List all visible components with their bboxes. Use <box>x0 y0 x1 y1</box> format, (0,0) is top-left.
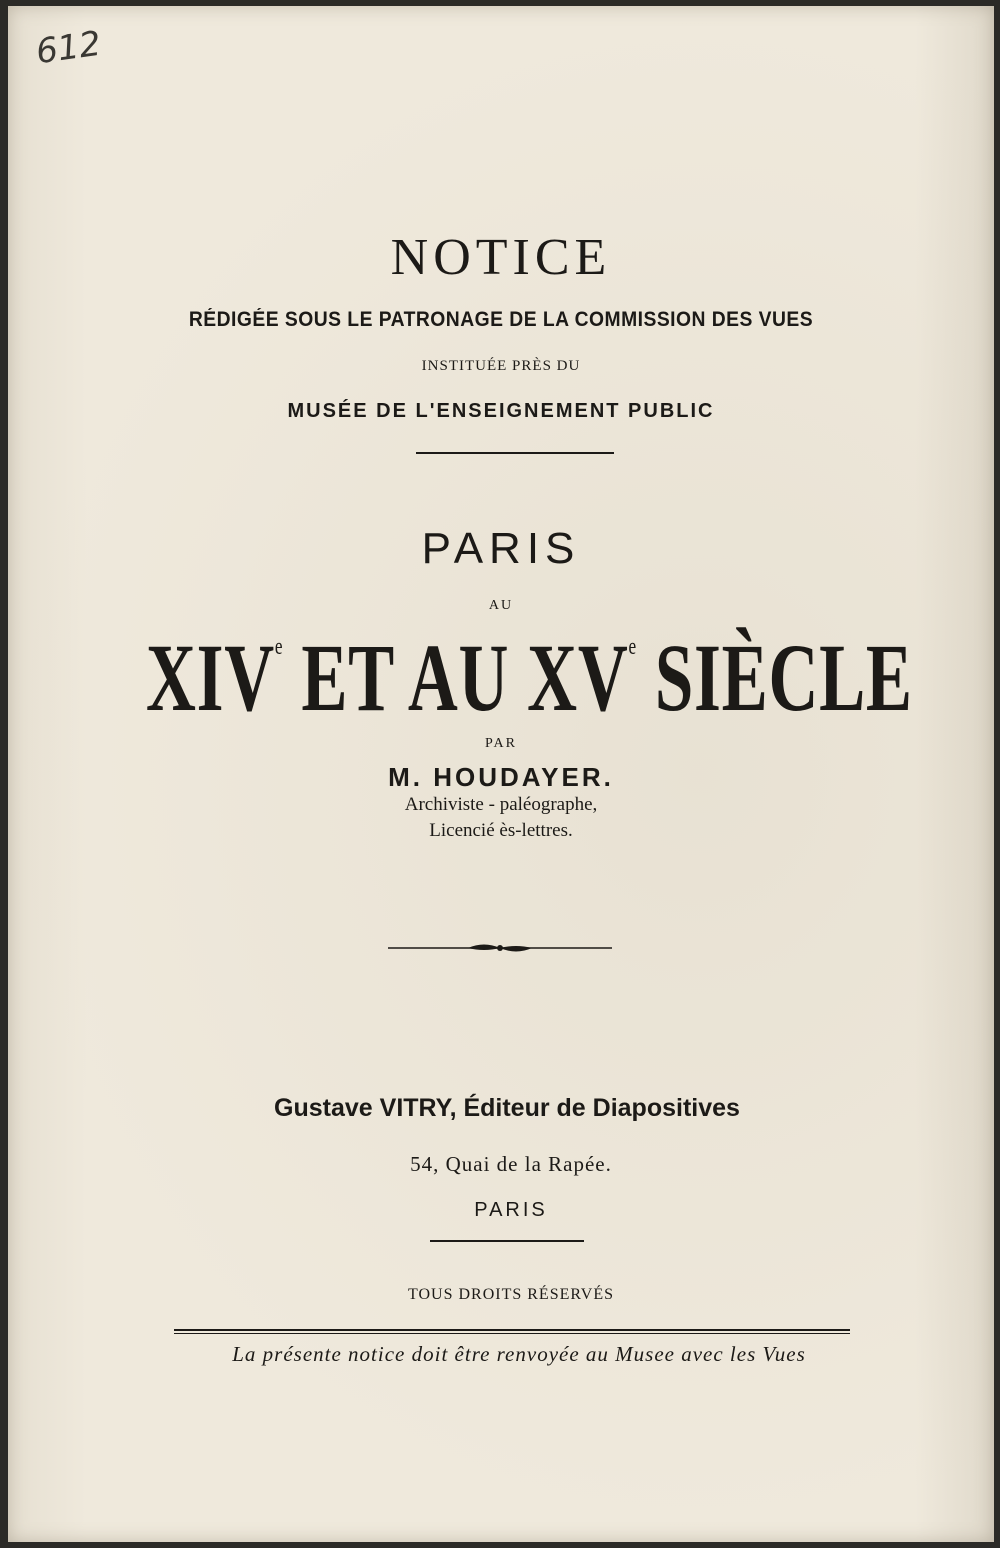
by-label: PAR <box>485 736 517 751</box>
main-title-au: AU <box>488 598 514 613</box>
return-note: La présente notice doit être renvoyée au Musee avec les Vues <box>232 1342 806 1366</box>
ornament-rule <box>388 940 612 956</box>
divider-rule-4 <box>174 1333 850 1334</box>
subtitle-musee: MUSÉE DE L'ENSEIGNEMENT PUBLIC <box>287 400 715 422</box>
subtitle-instituee: INSTITUÉE PRÈS DU <box>421 358 581 374</box>
publisher-city: PARIS <box>474 1199 548 1221</box>
author-role-licence: Licencié ès-lettres. <box>429 820 573 841</box>
subtitle-patronage: RÉDIGÉE SOUS LE PATRONAGE DE LA COMMISSION DES VUES <box>188 308 814 331</box>
main-title-century: XIVe ET AU XVe SIÈCLE <box>146 624 913 731</box>
document-page <box>8 6 994 1542</box>
publisher-name: Gustave VITRY, Éditeur de Diapositives <box>274 1094 740 1122</box>
notice-title: NOTICE <box>390 229 612 286</box>
divider-rule-3 <box>174 1329 850 1331</box>
publisher-address: 54, Quai de la Rapée. <box>410 1152 612 1176</box>
main-title-paris: PARIS <box>421 524 581 573</box>
author-name: M. HOUDAYER. <box>388 762 614 792</box>
divider-rule-2 <box>430 1240 584 1242</box>
rights-reserved: TOUS DROITS RÉSERVÉS <box>407 1286 614 1303</box>
divider-rule-1 <box>416 452 614 454</box>
author-role-archivist: Archiviste - paléographe, <box>404 794 598 815</box>
handwritten-number: 612 <box>33 23 104 73</box>
